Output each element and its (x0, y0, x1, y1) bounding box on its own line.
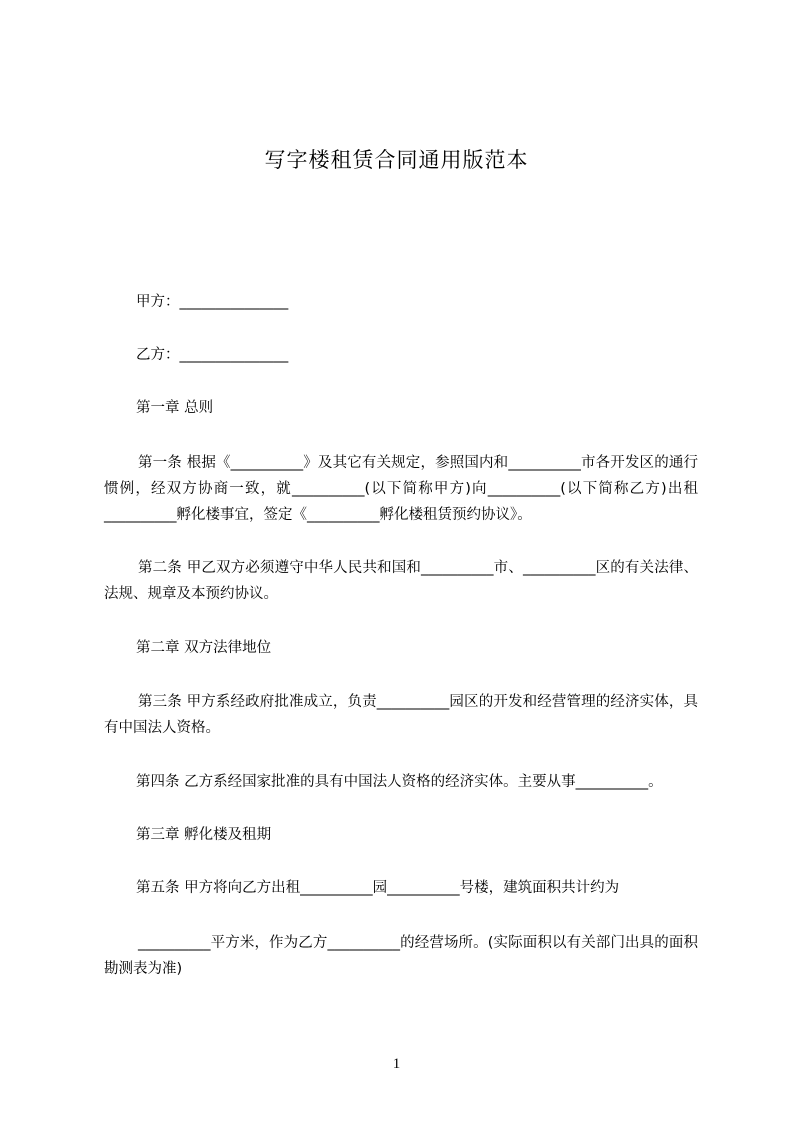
article-5-line-1: 第五条 甲方将向乙方出租__________园__________号楼，建筑面积共计约为 (136, 880, 620, 896)
page-title: 写字楼租赁合同通用版范本 (264, 148, 529, 172)
party-a-line: 甲方：_______________ (136, 294, 289, 310)
article-4-paragraph: 第四条 乙方系经国家批准的具有中国法人资格的经济实体。主要从事__________。 (136, 774, 663, 790)
article-1-paragraph: 第一条 根据《__________》及其它有关规定，参照国内和__________市各开发区的通行惯例，经双方协商一致，就__________(以下简称甲方)向__________(以下简称乙方)出租__________孵化楼事宜，签定《__________孵化楼租赁预约协议》。 (104, 455, 698, 523)
chapter-3-heading: 第三章 孵化楼及租期 (136, 827, 272, 843)
article-2-paragraph: 第二条 甲乙双方必须遵守中华人民共和国和__________市、__________区的有关法律、法规、规章及本预约协议。 (104, 560, 698, 602)
party-b-line: 乙方：_______________ (136, 347, 289, 363)
article-3-paragraph: 第三条 甲方系经政府批准成立，负责__________园区的开发和经营管理的经济实体，具有中国法人资格。 (104, 694, 698, 736)
chapter-2-heading: 第二章 双方法律地位 (136, 640, 272, 656)
page-number: 1 (392, 1056, 401, 1072)
chapter-1-heading: 第一章 总则 (136, 400, 214, 416)
article-5-line-2: __________平方米，作为乙方__________的经营场所。(实际面积以有关部门出具的面积勘测表为准) (104, 935, 698, 977)
